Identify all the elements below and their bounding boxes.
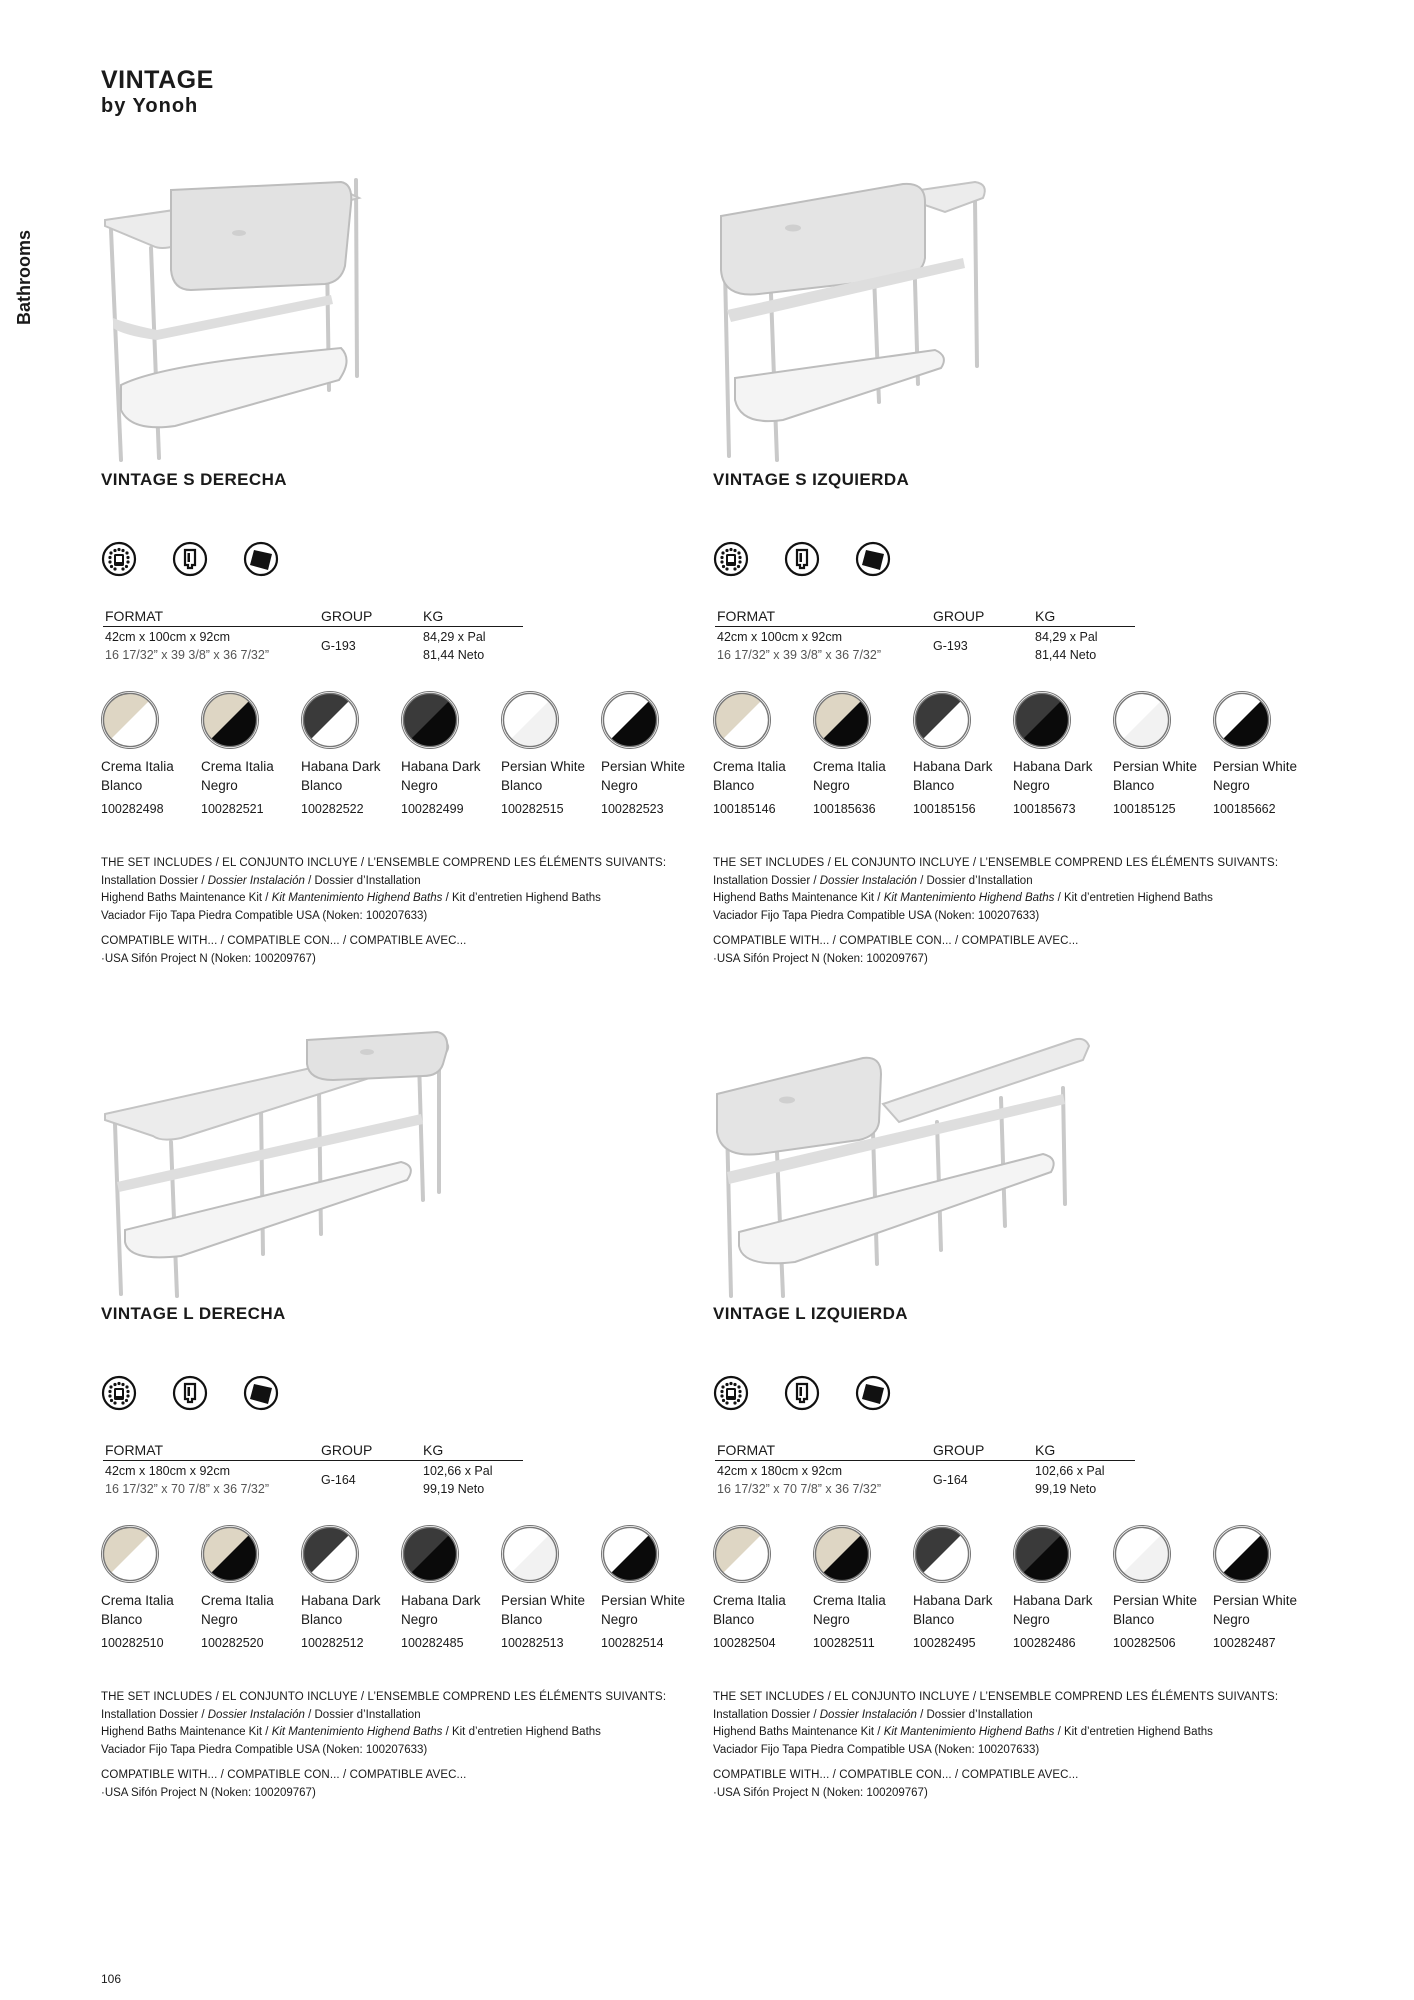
finish-list xyxy=(713,1525,1313,1650)
finish-swatch xyxy=(713,691,771,749)
spec-format-cm: 42cm x 180cm x 92cm xyxy=(105,1464,231,1478)
wall-mount-icon xyxy=(172,1375,208,1411)
product-icon-row xyxy=(101,1375,279,1411)
spec-group-value: G-164 xyxy=(933,1473,968,1487)
spec-header-row xyxy=(715,1441,1135,1461)
set-includes xyxy=(713,855,1333,968)
finish-option xyxy=(101,691,201,816)
finish-name: Habana Dark Blanco xyxy=(301,1593,381,1627)
vanity-spec-icon xyxy=(101,541,137,577)
spec-value-row xyxy=(103,627,523,664)
set-item-vaciador: Vaciador Fijo Tapa Piedra Compatible USA (Noken: 100207633) xyxy=(101,909,428,922)
spec-group-header: GROUP xyxy=(321,1442,373,1458)
product-icon-row xyxy=(101,541,279,577)
spec-format-cm: 42cm x 180cm x 92cm xyxy=(717,1464,843,1478)
finish-code: 100282510 xyxy=(101,1636,164,1650)
finish-option xyxy=(913,691,1013,816)
set-item-kit: Highend Baths Maintenance Kit / Kit Mantenimiento Highend Baths / Kit d’entretien Highend Baths xyxy=(713,1726,1213,1738)
finish-code: 100282520 xyxy=(201,1636,264,1650)
finish-swatch xyxy=(401,691,459,749)
page-number: 106 xyxy=(101,1972,122,1986)
vanity-spec-icon xyxy=(101,1375,137,1411)
finish-name: Habana Dark Blanco xyxy=(913,759,993,793)
finish-name: Persian White Negro xyxy=(601,1593,686,1627)
finish-name: Habana Dark Negro xyxy=(1013,1593,1093,1627)
spec-kg-pal: 84,29 x Pal xyxy=(1035,630,1098,644)
set-item-kit: Highend Baths Maintenance Kit / Kit Mantenimiento Highend Baths / Kit d’entretien Highend Baths xyxy=(101,1726,601,1738)
product-card-4 xyxy=(713,1004,1313,1884)
finish-swatch xyxy=(813,691,871,749)
finish-name: Habana Dark Blanco xyxy=(301,759,381,793)
finish-option xyxy=(1113,1525,1213,1650)
spec-format-header: FORMAT xyxy=(105,608,164,624)
finish-code: 100185125 xyxy=(1113,802,1176,816)
spec-table xyxy=(715,607,1135,664)
brand-subtitle: by Yonoh xyxy=(101,95,199,117)
finish-swatch xyxy=(401,1525,459,1583)
finish-swatch xyxy=(201,1525,259,1583)
finish-option xyxy=(1013,691,1113,816)
compatible-item: ·USA Sifón Project N (Noken: 100209767) xyxy=(713,1786,928,1799)
product-card-2 xyxy=(713,170,1313,1050)
finish-option xyxy=(101,1525,201,1650)
finish-option xyxy=(813,1525,913,1650)
finish-code: 100282486 xyxy=(1013,1636,1076,1650)
finish-swatch xyxy=(501,1525,559,1583)
finish-option xyxy=(601,1525,701,1650)
finish-list xyxy=(101,1525,701,1650)
spec-table xyxy=(103,1441,523,1498)
compatible-heading: COMPATIBLE WITH... / COMPATIBLE CON... / COMPATIBLE AVEC... xyxy=(713,1769,1079,1781)
product-title: VINTAGE L DERECHA xyxy=(101,1304,286,1323)
spec-kg-header: KG xyxy=(1035,608,1056,624)
vanity-spec-icon xyxy=(713,1375,749,1411)
finish-code: 100282522 xyxy=(301,802,364,816)
set-item-kit: Highend Baths Maintenance Kit / Kit Mantenimiento Highend Baths / Kit d’entretien Highend Baths xyxy=(713,892,1213,904)
product-icon-row xyxy=(713,541,891,577)
spec-kg-pal: 102,66 x Pal xyxy=(423,1464,493,1478)
finish-code: 100282506 xyxy=(1113,1636,1176,1650)
finish-swatch xyxy=(301,1525,359,1583)
spec-kg-pal: 102,66 x Pal xyxy=(1035,1464,1105,1478)
finish-name: Persian White Negro xyxy=(601,759,686,793)
spec-group-header: GROUP xyxy=(321,608,373,624)
spec-format-cm: 42cm x 100cm x 92cm xyxy=(105,630,231,644)
finish-option xyxy=(301,1525,401,1650)
product-image xyxy=(713,1004,1183,1304)
finish-code: 100282504 xyxy=(713,1636,776,1650)
compatible-item: ·USA Sifón Project N (Noken: 100209767) xyxy=(101,952,316,965)
compatible-item: ·USA Sifón Project N (Noken: 100209767) xyxy=(101,1786,316,1799)
finish-option xyxy=(501,1525,601,1650)
finish-name: Crema Italia Blanco xyxy=(713,1593,786,1627)
finish-swatch xyxy=(601,1525,659,1583)
product-image xyxy=(101,170,571,470)
finish-option xyxy=(813,691,913,816)
finish-swatch xyxy=(601,691,659,749)
spec-format-in: 16 17/32” x 70 7/8” x 36 7/32” xyxy=(717,1482,881,1496)
finish-swatch xyxy=(501,691,559,749)
finish-name: Crema Italia Negro xyxy=(201,1593,274,1627)
spec-format-header: FORMAT xyxy=(717,1442,776,1458)
finish-swatch xyxy=(913,691,971,749)
product-title: VINTAGE S IZQUIERDA xyxy=(713,470,910,489)
finish-swatch xyxy=(1213,691,1271,749)
finish-swatch xyxy=(913,1525,971,1583)
wall-mount-icon xyxy=(172,541,208,577)
finish-code: 100185673 xyxy=(1013,802,1076,816)
finish-code: 100282485 xyxy=(401,1636,464,1650)
spec-value-row xyxy=(103,1461,523,1498)
spec-kg-pal: 84,29 x Pal xyxy=(423,630,486,644)
brand-header xyxy=(101,66,214,118)
set-item-vaciador: Vaciador Fijo Tapa Piedra Compatible USA (Noken: 100207633) xyxy=(101,1743,428,1756)
finish-swatch xyxy=(713,1525,771,1583)
finish-name: Persian White Blanco xyxy=(501,1593,586,1627)
finish-swatch xyxy=(201,691,259,749)
finish-swatch xyxy=(101,1525,159,1583)
finish-list xyxy=(101,691,701,816)
product-image xyxy=(101,1004,571,1304)
finish-name: Crema Italia Blanco xyxy=(713,759,786,793)
finish-swatch xyxy=(1013,691,1071,749)
finish-code: 100282495 xyxy=(913,1636,976,1650)
finish-code: 100185156 xyxy=(913,802,976,816)
set-includes xyxy=(101,855,721,968)
spec-format-in: 16 17/32” x 39 3/8” x 36 7/32” xyxy=(105,648,269,662)
finish-name: Crema Italia Negro xyxy=(201,759,274,793)
spec-kg-header: KG xyxy=(423,1442,444,1458)
finish-option xyxy=(401,691,501,816)
finish-swatch xyxy=(1113,1525,1171,1583)
spec-table xyxy=(103,607,523,664)
finish-option xyxy=(1213,691,1313,816)
finish-name: Crema Italia Blanco xyxy=(101,1593,174,1627)
brand-title: VINTAGE xyxy=(101,66,214,94)
finish-code: 100282513 xyxy=(501,1636,564,1650)
wall-mount-icon xyxy=(784,541,820,577)
product-card-3 xyxy=(101,1004,701,1884)
set-includes-heading: THE SET INCLUDES / EL CONJUNTO INCLUYE / L’ENSEMBLE COMPREND LES ÉLÉMENTS SUIVANTS: xyxy=(713,857,1279,869)
set-includes xyxy=(101,1689,721,1802)
finish-option xyxy=(201,1525,301,1650)
spec-header-row xyxy=(103,607,523,627)
spec-kg-neto: 81,44 Neto xyxy=(423,648,485,662)
set-includes-heading: THE SET INCLUDES / EL CONJUNTO INCLUYE / L’ENSEMBLE COMPREND LES ÉLÉMENTS SUIVANTS: xyxy=(713,1691,1279,1703)
spec-header-row xyxy=(103,1441,523,1461)
spec-group-header: GROUP xyxy=(933,1442,985,1458)
spec-format-header: FORMAT xyxy=(105,1442,164,1458)
finish-option xyxy=(913,1525,1013,1650)
wall-mount-icon xyxy=(784,1375,820,1411)
spec-kg-header: KG xyxy=(1035,1442,1056,1458)
set-item-vaciador: Vaciador Fijo Tapa Piedra Compatible USA (Noken: 100207633) xyxy=(713,1743,1040,1756)
compatible-heading: COMPATIBLE WITH... / COMPATIBLE CON... / COMPATIBLE AVEC... xyxy=(101,1769,467,1781)
finish-name: Crema Italia Negro xyxy=(813,759,886,793)
finish-code: 100282523 xyxy=(601,802,664,816)
product-icon-row xyxy=(713,1375,891,1411)
product-card-1 xyxy=(101,170,701,1050)
spec-table xyxy=(715,1441,1135,1498)
finish-code: 100282487 xyxy=(1213,1636,1276,1650)
set-item-kit: Highend Baths Maintenance Kit / Kit Mantenimiento Highend Baths / Kit d’entretien Highend Baths xyxy=(101,892,601,904)
finish-swatch xyxy=(101,691,159,749)
finish-code: 100185146 xyxy=(713,802,776,816)
finish-name: Persian White Negro xyxy=(1213,759,1298,793)
finish-name: Habana Dark Negro xyxy=(401,1593,481,1627)
finish-option xyxy=(1113,691,1213,816)
spec-group-value: G-193 xyxy=(321,639,356,653)
finish-option xyxy=(713,1525,813,1650)
spec-kg-neto: 99,19 Neto xyxy=(1035,1482,1097,1496)
finish-code: 100282514 xyxy=(601,1636,664,1650)
finish-name: Persian White Negro xyxy=(1213,1593,1298,1627)
finish-option xyxy=(301,691,401,816)
finish-code: 100282512 xyxy=(301,1636,364,1650)
finish-swatch xyxy=(1013,1525,1071,1583)
finish-list xyxy=(713,691,1313,816)
spec-value-row xyxy=(715,1461,1135,1498)
finish-option xyxy=(713,691,813,816)
finish-name: Persian White Blanco xyxy=(1113,759,1198,793)
finish-code: 100282521 xyxy=(201,802,264,816)
finish-option xyxy=(601,691,701,816)
spec-group-header: GROUP xyxy=(933,608,985,624)
vanity-spec-icon xyxy=(713,541,749,577)
compatible-heading: COMPATIBLE WITH... / COMPATIBLE CON... / COMPATIBLE AVEC... xyxy=(101,935,467,947)
finish-name: Crema Italia Negro xyxy=(813,1593,886,1627)
diamond-finish-icon xyxy=(855,541,891,577)
spec-kg-neto: 99,19 Neto xyxy=(423,1482,485,1496)
diamond-finish-icon xyxy=(243,541,279,577)
finish-code: 100282498 xyxy=(101,802,164,816)
finish-name: Habana Dark Negro xyxy=(401,759,481,793)
spec-format-in: 16 17/32” x 39 3/8” x 36 7/32” xyxy=(717,648,881,662)
finish-code: 100282511 xyxy=(813,1636,875,1650)
set-item-dossier: Installation Dossier / Dossier Instalación / Dossier d’Installation xyxy=(101,1708,421,1721)
set-item-dossier: Installation Dossier / Dossier Instalación / Dossier d’Installation xyxy=(101,874,421,887)
finish-code: 100282515 xyxy=(501,802,564,816)
compatible-heading: COMPATIBLE WITH... / COMPATIBLE CON... / COMPATIBLE AVEC... xyxy=(713,935,1079,947)
finish-option xyxy=(1013,1525,1113,1650)
set-item-dossier: Installation Dossier / Dossier Instalación / Dossier d’Installation xyxy=(713,874,1033,887)
finish-name: Persian White Blanco xyxy=(501,759,586,793)
finish-swatch xyxy=(813,1525,871,1583)
finish-option xyxy=(1213,1525,1313,1650)
finish-option xyxy=(201,691,301,816)
spec-format-in: 16 17/32” x 70 7/8” x 36 7/32” xyxy=(105,1482,269,1496)
set-item-dossier: Installation Dossier / Dossier Instalación / Dossier d’Installation xyxy=(713,1708,1033,1721)
compatible-item: ·USA Sifón Project N (Noken: 100209767) xyxy=(713,952,928,965)
set-includes-heading: THE SET INCLUDES / EL CONJUNTO INCLUYE / L’ENSEMBLE COMPREND LES ÉLÉMENTS SUIVANTS: xyxy=(101,857,667,869)
finish-name: Habana Dark Negro xyxy=(1013,759,1093,793)
spec-kg-header: KG xyxy=(423,608,444,624)
finish-code: 100185636 xyxy=(813,802,876,816)
finish-swatch xyxy=(1113,691,1171,749)
diamond-finish-icon xyxy=(243,1375,279,1411)
finish-code: 100282499 xyxy=(401,802,464,816)
spec-group-value: G-164 xyxy=(321,1473,356,1487)
set-includes xyxy=(713,1689,1333,1802)
finish-name: Habana Dark Blanco xyxy=(913,1593,993,1627)
finish-option xyxy=(501,691,601,816)
product-title: VINTAGE S DERECHA xyxy=(101,470,287,489)
finish-swatch xyxy=(301,691,359,749)
product-title: VINTAGE L IZQUIERDA xyxy=(713,1304,908,1323)
finish-code: 100185662 xyxy=(1213,802,1276,816)
finish-swatch xyxy=(1213,1525,1271,1583)
spec-format-cm: 42cm x 100cm x 92cm xyxy=(717,630,843,644)
spec-value-row xyxy=(715,627,1135,664)
spec-header-row xyxy=(715,607,1135,627)
product-image xyxy=(713,170,1183,470)
spec-kg-neto: 81,44 Neto xyxy=(1035,648,1097,662)
set-item-vaciador: Vaciador Fijo Tapa Piedra Compatible USA (Noken: 100207633) xyxy=(713,909,1040,922)
finish-name: Crema Italia Blanco xyxy=(101,759,174,793)
spec-group-value: G-193 xyxy=(933,639,968,653)
set-includes-heading: THE SET INCLUDES / EL CONJUNTO INCLUYE / L’ENSEMBLE COMPREND LES ÉLÉMENTS SUIVANTS: xyxy=(101,1691,667,1703)
section-label: Bathrooms xyxy=(14,229,34,325)
finish-option xyxy=(401,1525,501,1650)
spec-format-header: FORMAT xyxy=(717,608,776,624)
finish-name: Persian White Blanco xyxy=(1113,1593,1198,1627)
diamond-finish-icon xyxy=(855,1375,891,1411)
